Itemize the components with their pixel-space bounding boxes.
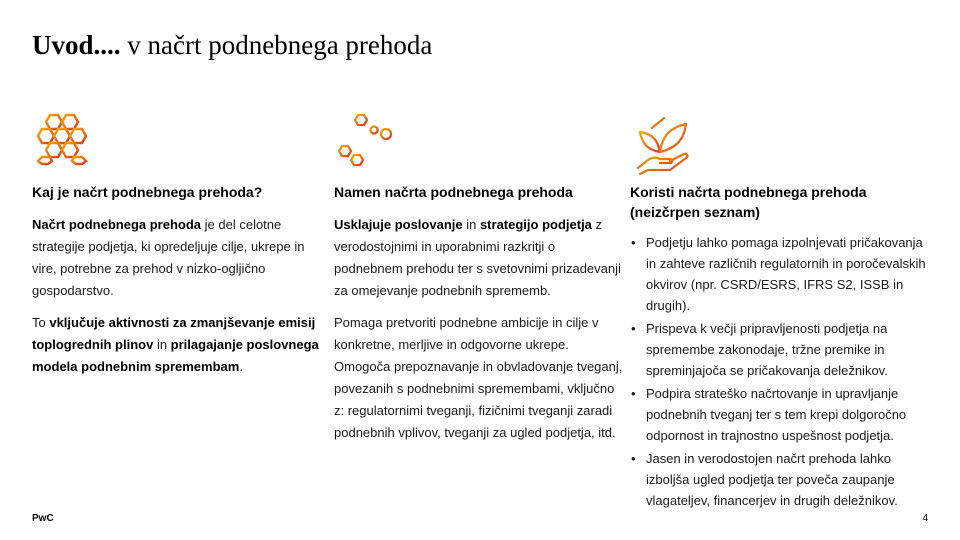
text-run: je del celotne strategije podjetja, ki opredeljuje cilje, ukrepe in vire, potrebne za prehod v nizko-ogljično gospodarstvo.	[32, 217, 305, 298]
hexagon-cluster-icon	[32, 112, 328, 182]
alignment-icon	[334, 112, 626, 182]
text-run: z verodostojnimi in uporabnimi razkritji o podnebnem prehodu ter s svetovnimi prizadevanji za omejevanje podnebnih sprememb.	[334, 217, 621, 298]
footer-brand: PwC	[32, 513, 54, 524]
list-item-text: Podpira strateško načrtovanje in upravljanje podnebnih tveganj ter s tem krepi dolgoročno odpornost in trajnostno uspešnost podjetja.	[646, 386, 907, 443]
text-run: strategijo podjetja	[479, 217, 592, 232]
paragraph	[32, 214, 328, 302]
bullet-icon: •	[631, 451, 636, 466]
list-item-text: Prispeva k večji pripravljenosti podjetja na spremembe zakonodaje, tržne premike in spreminjajoča se pričakovanja deležnikov.	[646, 321, 888, 378]
title-bold: Uvod....	[32, 30, 121, 60]
column-what-is	[32, 112, 328, 378]
bullet-icon: •	[631, 321, 636, 336]
list-item	[630, 383, 930, 446]
text-run: To	[32, 315, 50, 330]
bullet-icon: •	[631, 235, 636, 250]
column-heading: Koristi načrta podnebnega prehoda (neizčrpen seznam)	[630, 184, 867, 220]
list-item-text: Podjetju lahko pomaga izpolnjevati pričakovanja in zahteve različnih regulatornih in poročevalskih okvirov (npr. CSRD/ESRS, IFRS S2, ISSB in drugih).	[646, 235, 926, 313]
text-run: prilagajanje poslovnega modela podnebnim spremembam	[32, 337, 319, 374]
paragraph	[32, 312, 328, 378]
paragraph	[334, 312, 626, 444]
list-item-text: Jasen in verodostojen načrt prehoda lahko izboljša ugled podjetja ter poveča zaupanje vlagateljev, financerjev in drugih deležnikov.	[646, 451, 898, 508]
column-heading: Kaj je načrt podnebnega prehoda?	[32, 184, 263, 200]
paragraph	[334, 214, 626, 302]
bullet-icon: •	[631, 386, 636, 401]
text-run: Usklajuje poslovanje	[334, 217, 463, 232]
column-benefits	[630, 112, 930, 513]
benefits-list	[630, 232, 930, 511]
list-item	[630, 318, 930, 381]
list-item	[630, 232, 930, 316]
page-title	[32, 30, 432, 61]
plant-in-hand-icon	[630, 112, 930, 182]
text-run: in	[153, 337, 171, 352]
list-item	[630, 448, 930, 511]
text-run: .	[239, 359, 243, 374]
title-rest: v načrt podnebnega prehoda	[120, 30, 433, 60]
text-run: Načrt podnebnega prehoda	[32, 217, 202, 232]
page-number: 4	[922, 513, 928, 524]
column-heading: Namen načrta podnebnega prehoda	[334, 184, 573, 200]
column-purpose	[334, 112, 626, 444]
text-run: in	[462, 217, 480, 232]
text-run: vključuje aktivnosti za zmanjševanje emisij toplogrednih plinov	[32, 315, 316, 352]
text-run: Pomaga pretvoriti podnebne ambicije in cilje v konkretne, merljive in odgovorne ukrepe. Omogoča prepoznavanje in obvladovanje tveganj, povezanih s podnebnimi spremembami, vključno z: regulatornimi tveganji, fizičnimi tveganji zaradi podnebnih vplivov, tveganji za ugled podjetja, itd.	[334, 315, 623, 440]
